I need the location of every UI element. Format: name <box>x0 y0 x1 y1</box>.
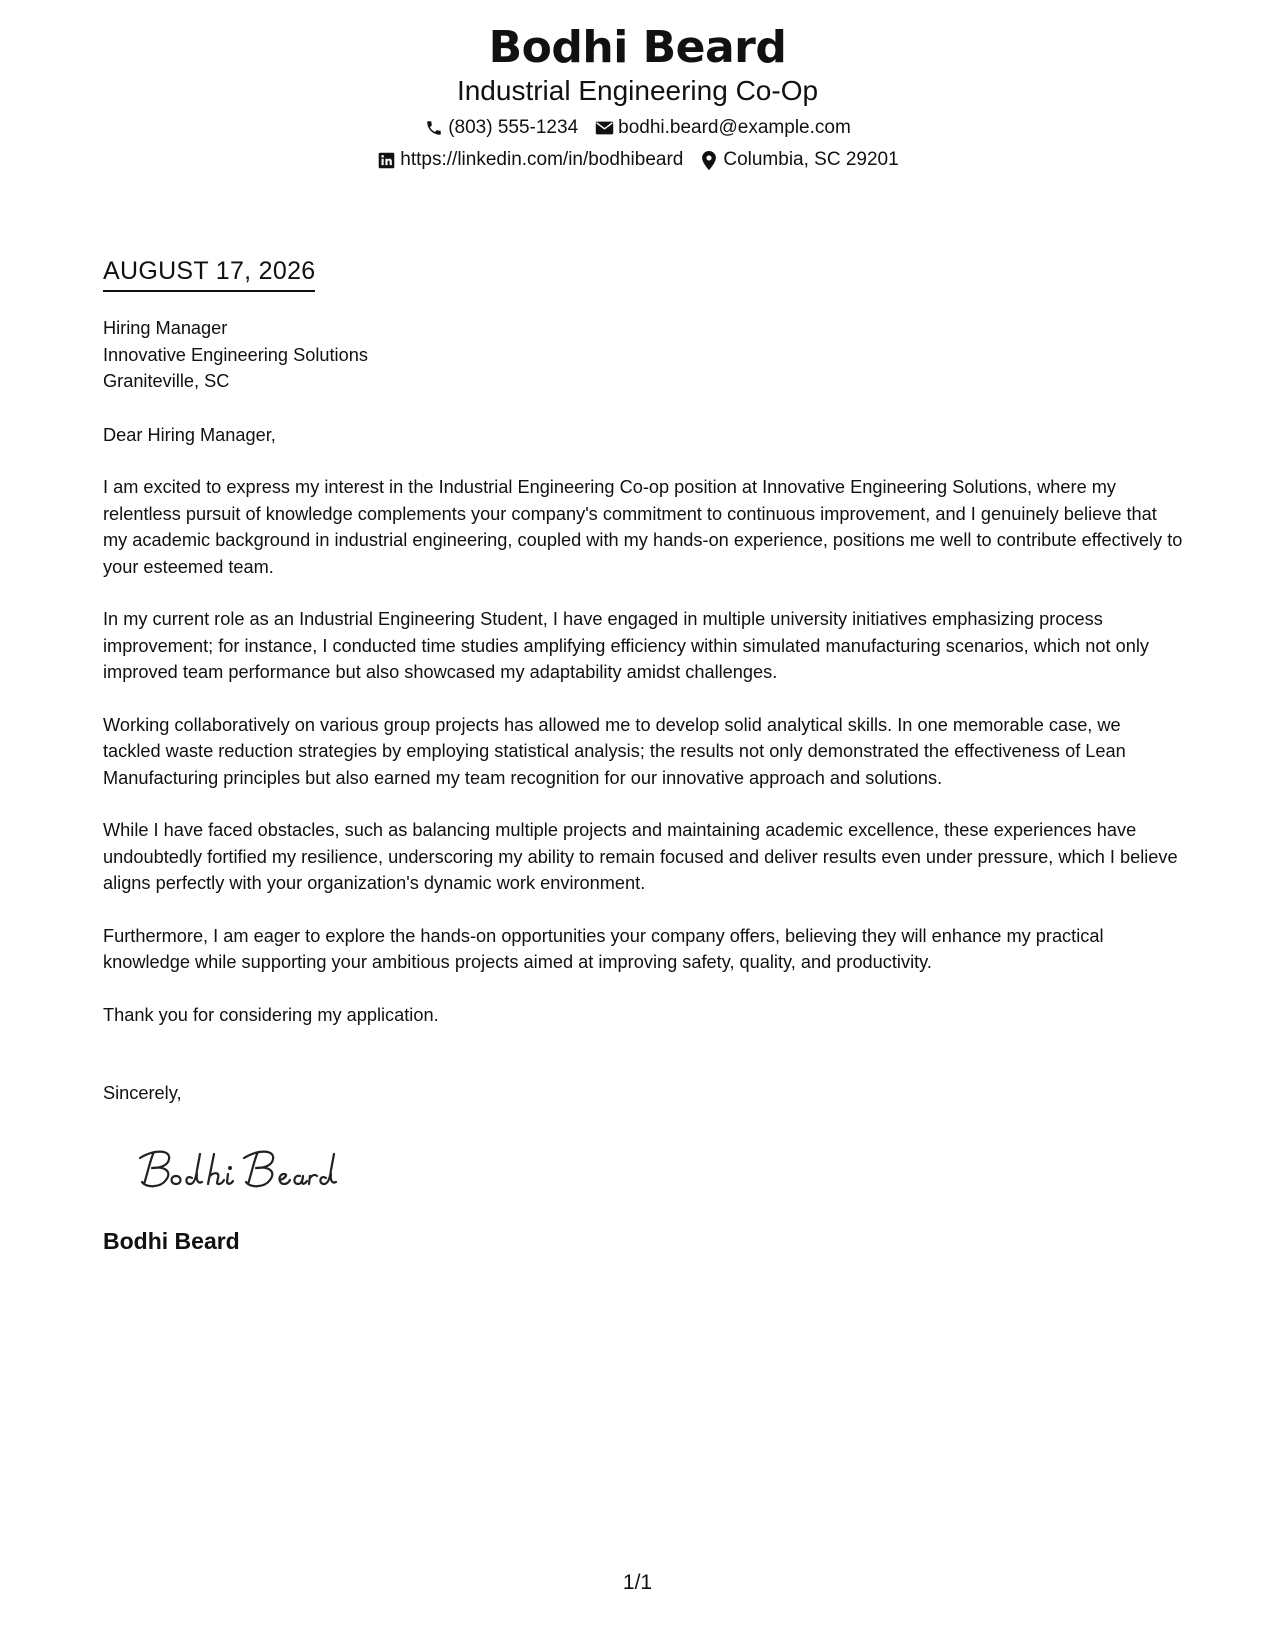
paragraph: While I have faced obstacles, such as balancing multiple projects and maintaining academic excellence, these experiences have undoubtedly fortified my resilience, underscoring my ability to remain focused and deliver results even under pressure, which I believe aligns perfectly with your organization's dynamic work environment. <box>103 820 1178 893</box>
contact-email <box>594 116 851 140</box>
signature-name: Bodhi Beard <box>103 1228 240 1254</box>
paragraph: Working collaboratively on various group projects has allowed me to develop solid analytical skills. In one memorable case, we tackled waste reduction strategies by employing statistical analysis; the results not only demonstrated the effectiveness of Lean Manufacturing principles but also earned my team recognition for our innovative approach and solutions. <box>103 714 1126 788</box>
recipient-title: Hiring Manager <box>103 318 228 338</box>
phone-icon <box>424 118 444 138</box>
contact-linkedin <box>376 148 683 172</box>
paragraph: In my current role as an Industrial Engineering Student, I have engaged in multiple university initiatives emphasizing process improvement; for instance, I conducted time studies amplifying efficiency within simulated manufacturing scenarios, which not only improved team performance but also showcased my adaptability amidst challenges. <box>103 609 1149 682</box>
paragraph: Thank you for considering my application. <box>103 1004 439 1025</box>
salutation: Dear Hiring Manager, <box>103 424 276 445</box>
location-text: Columbia, SC 29201 <box>723 149 899 170</box>
paragraph: I am excited to express my interest in the Industrial Engineering Co-op position at Innovative Engineering Solutions, where my relentless pursuit of knowledge complements your company's commitment to continuous improvement, and I genuinely believe that my academic background in industrial engineering, coupled with my hands-on experience, positions me well to contribute effectively to your esteemed team. <box>103 477 1183 577</box>
map-pin-icon <box>699 150 719 170</box>
letter-date: AUGUST 17, 2026 <box>103 256 315 292</box>
page-number: 1/1 <box>622 1571 653 1594</box>
envelope-icon <box>594 118 614 138</box>
letter-header <box>0 22 1275 172</box>
linkedin-link[interactable]: https://linkedin.com/in/bodhibeard <box>400 149 684 170</box>
closing: Sincerely, <box>103 1083 182 1103</box>
contact-phone <box>424 116 578 140</box>
paragraph: Furthermore, I am eager to explore the hands-on opportunities your company offers, believing they will enhance my practical knowledge while supporting your ambitious projects aimed at improving safety, quality, and productivity. <box>103 925 1104 972</box>
contact-location <box>699 148 898 172</box>
phone-text[interactable]: (803) 555-1234 <box>448 117 579 138</box>
recipient-location: Graniteville, SC <box>103 371 230 391</box>
contact-row-secondary <box>0 148 1275 172</box>
applicant-name: Bodhi Beard <box>488 22 787 73</box>
handwritten-signature <box>130 1140 340 1200</box>
recipient-block <box>103 315 1183 395</box>
applicant-title: Industrial Engineering Co-Op <box>456 75 819 106</box>
linkedin-icon <box>376 150 396 170</box>
recipient-company: Innovative Engineering Solutions <box>103 344 368 365</box>
email-link[interactable]: bodhi.beard@example.com <box>618 117 851 138</box>
letter-body <box>103 315 1183 1107</box>
contact-row-primary <box>0 116 1275 140</box>
